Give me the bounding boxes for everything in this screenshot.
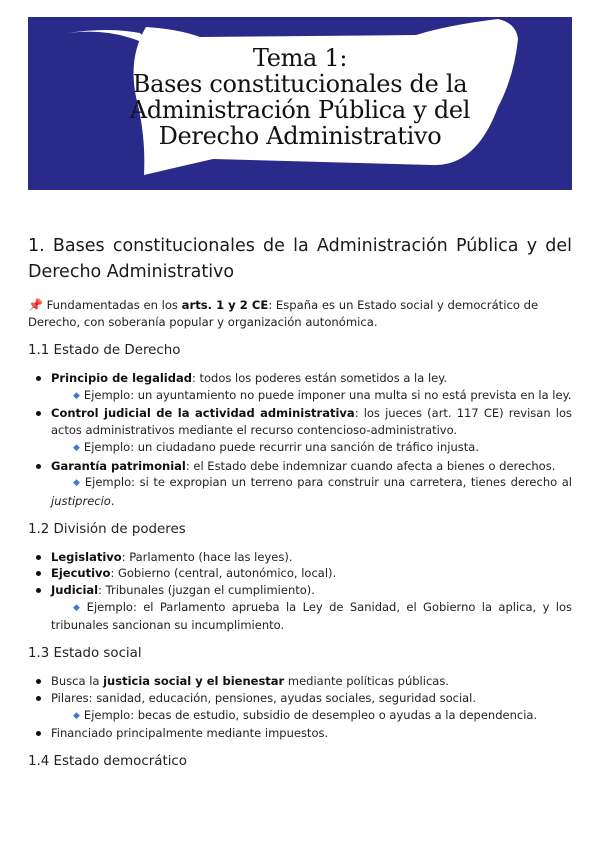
title-line-4: Derecho Administrativo (158, 122, 442, 150)
bullet-icon (36, 731, 41, 736)
bullet-icon (36, 555, 41, 560)
title-line-1: Tema 1: (252, 44, 348, 72)
bullet-icon (36, 376, 41, 381)
subsection-1-1-heading: 1.1 Estado de Derecho (28, 343, 181, 358)
example-item: ◆ Ejemplo: un ayuntamiento no puede imponer una multa si no está prevista en la ley. (73, 387, 572, 402)
list-item: Financiado principalmente mediante impuestos. (28, 725, 572, 742)
document-title (28, 45, 572, 149)
list-item: Legislativo: Parlamento (hace las leyes). (28, 549, 572, 566)
section-1-intro: 📌 Fundamentadas en los arts. 1 y 2 CE: España es un Estado social y democrático de Derecho, con soberanía popular y organización autonómica. (28, 298, 539, 329)
subsection-1-2-heading: 1.2 División de poderes (28, 521, 186, 537)
bullet-icon (36, 588, 41, 593)
list-item: Principio de legalidad: todos los poderes están sometidos a la ley. ◆ Ejemplo: un ayuntamiento no puede imponer una multa si no está prevista en la ley. (28, 370, 572, 405)
diamond-bullet-icon: ◆ (73, 390, 80, 401)
list-item: Pilares: sanidad, educación, pensiones, ayudas sociales, seguridad social. ◆ Ejemplo: becas de estudio, subsidio de desempleo o ayudas a la dependencia. (28, 690, 572, 725)
example-item: ◆ Ejemplo: el Parlamento aprueba la Ley de Sanidad, el Gobierno la aplica, y los tribunales sancionan su incumplimiento. (51, 599, 573, 633)
subsection-1-3-heading: 1.3 Estado social (28, 646, 142, 662)
bullet-icon (36, 464, 41, 469)
example-item: ◆ Ejemplo: un ciudadano puede recurrir una sanción de tráfico injusta. (73, 439, 479, 454)
diamond-bullet-icon: ◆ (73, 442, 80, 453)
subsection-1-1-list (28, 370, 572, 510)
diamond-bullet-icon: ◆ (73, 710, 80, 721)
subsection-1-2-list (28, 549, 572, 635)
bullet-icon (36, 679, 41, 684)
pushpin-icon: 📌 (28, 298, 43, 312)
list-item: Judicial: Tribunales (juzgan el cumplimiento). ◆ Ejemplo: el Parlamento aprueba la Ley de Sanidad, el Gobierno la aplica, y los tribunales sancionan su incumplimiento. (28, 582, 572, 634)
list-item: Control judicial de la actividad administrativa: los jueces (art. 117 CE) revisan los actos administrativos mediante el recurso contencioso-administrativo. ◆ Ejemplo: un ciudadano puede recurrir una sanción de tráfico injusta. (28, 405, 572, 457)
document-body (28, 233, 572, 781)
subsection-1-3-list (28, 673, 572, 742)
list-item: Garantía patrimonial: el Estado debe indemnizar cuando afecta a bienes o derechos. ◆ Ejemplo: si te expropian un terreno para construir una carretera, tienes derecho al justiprecio. (28, 458, 572, 510)
diamond-bullet-icon: ◆ (73, 478, 81, 489)
bullet-icon (36, 696, 41, 701)
bullet-icon (36, 571, 41, 576)
section-1-heading: 1. Bases constitucionales de la Administración Pública y del Derecho Administrativo (28, 236, 572, 282)
example-item: ◆ Ejemplo: becas de estudio, subsidio de desempleo o ayudas a la dependencia. (73, 707, 538, 722)
title-line-2: Bases constitucionales de la (132, 70, 468, 98)
example-item: ◆ Ejemplo: si te expropian un terreno para construir una carretera, tienes derecho al justiprecio. (51, 475, 572, 508)
bullet-icon (36, 411, 41, 416)
subsection-1-4-heading: 1.4 Estado democrático (28, 753, 187, 769)
title-line-3: Administración Pública y del (129, 96, 471, 124)
list-item: Busca la justicia social y el bienestar mediante políticas públicas. (28, 673, 572, 690)
title-banner (28, 17, 572, 190)
list-item: Ejecutivo: Gobierno (central, autonómico, local). (28, 565, 572, 582)
diamond-bullet-icon: ◆ (73, 602, 83, 613)
